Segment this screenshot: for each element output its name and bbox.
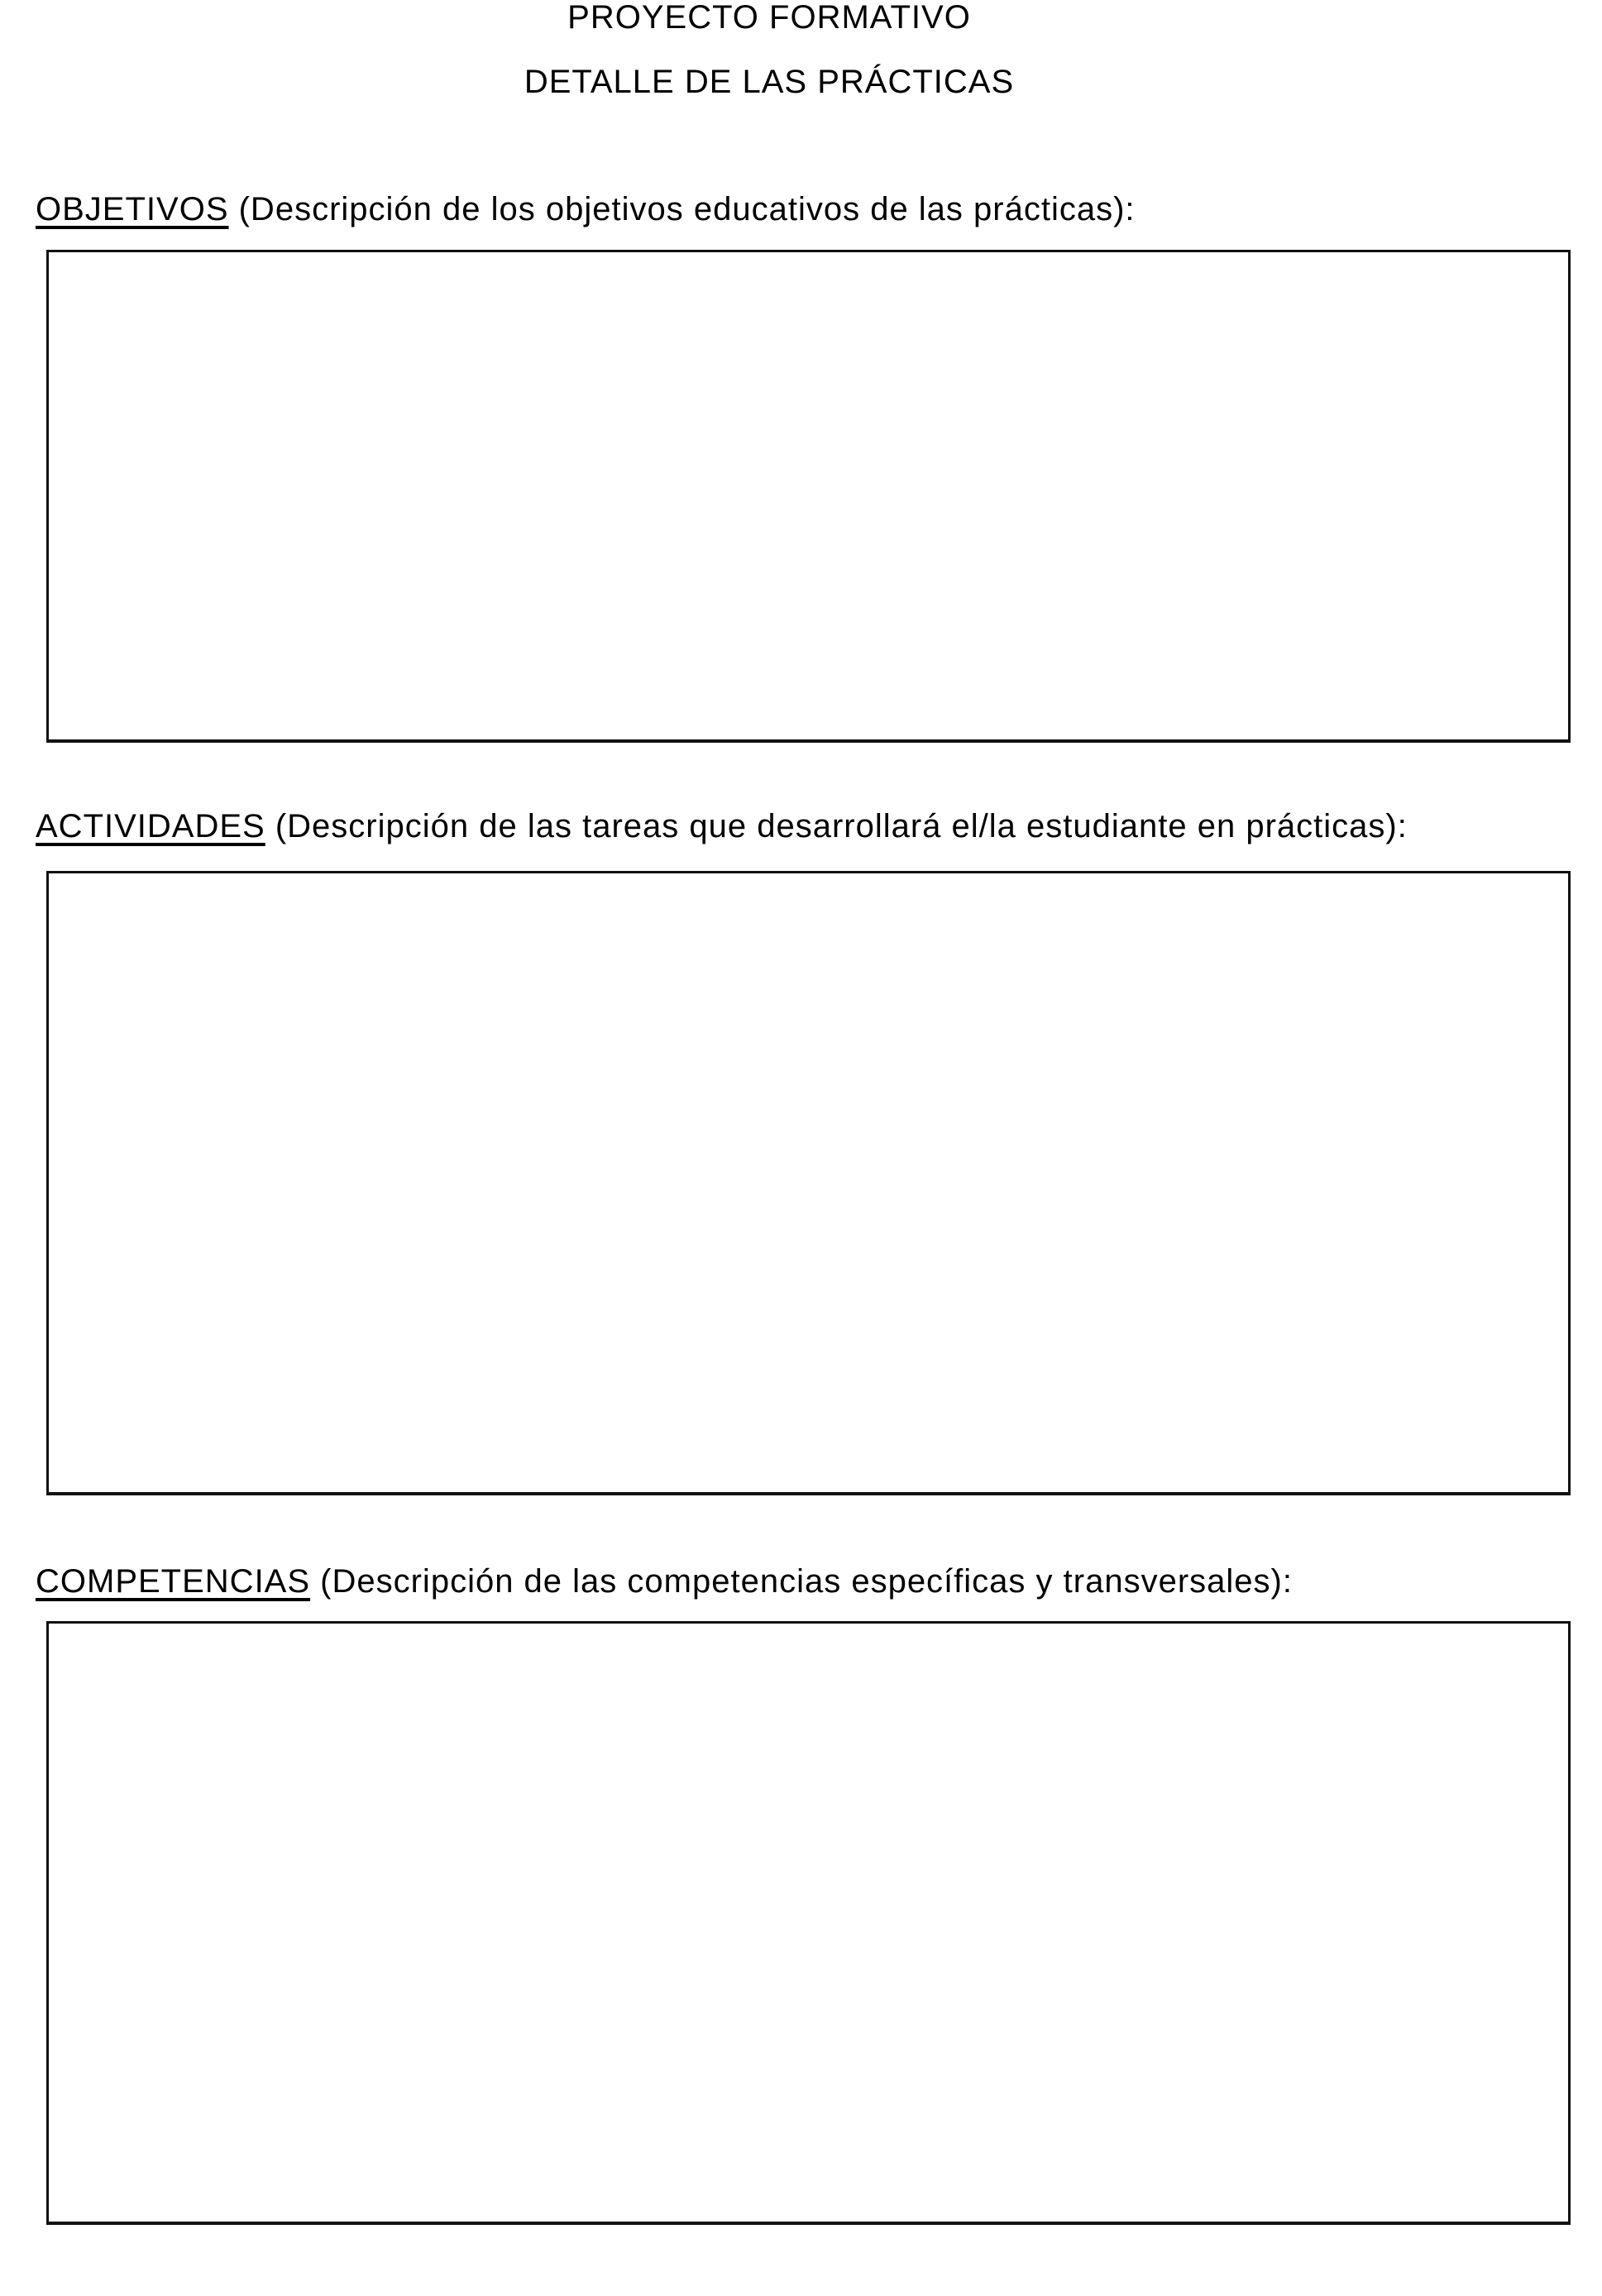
document-title-line1: PROYECTO FORMATIVO	[567, 0, 971, 36]
objetivos-description: (Descripción de los objetivos educativos de las prácticas):	[228, 191, 1136, 227]
actividades-description: (Descripción de las tareas que desarrollará el/la estudiante en prácticas):	[265, 808, 1408, 844]
competencias-heading: COMPETENCIAS	[36, 1563, 311, 1600]
competencias-section-label	[36, 1562, 1293, 1600]
actividades-input-box[interactable]	[46, 871, 1571, 1495]
objetivos-section-label	[36, 190, 1136, 228]
objetivos-heading: OBJETIVOS	[36, 191, 229, 227]
actividades-section-label	[36, 807, 1408, 845]
competencias-input-box[interactable]	[46, 1621, 1571, 2225]
competencias-description: (Descripción de las competencias específicas y transversales):	[310, 1563, 1293, 1600]
actividades-heading: ACTIVIDADES	[36, 808, 265, 844]
document-title-line2: DETALLE DE LAS PRÁCTICAS	[524, 64, 1015, 100]
objetivos-input-box[interactable]	[46, 250, 1571, 743]
